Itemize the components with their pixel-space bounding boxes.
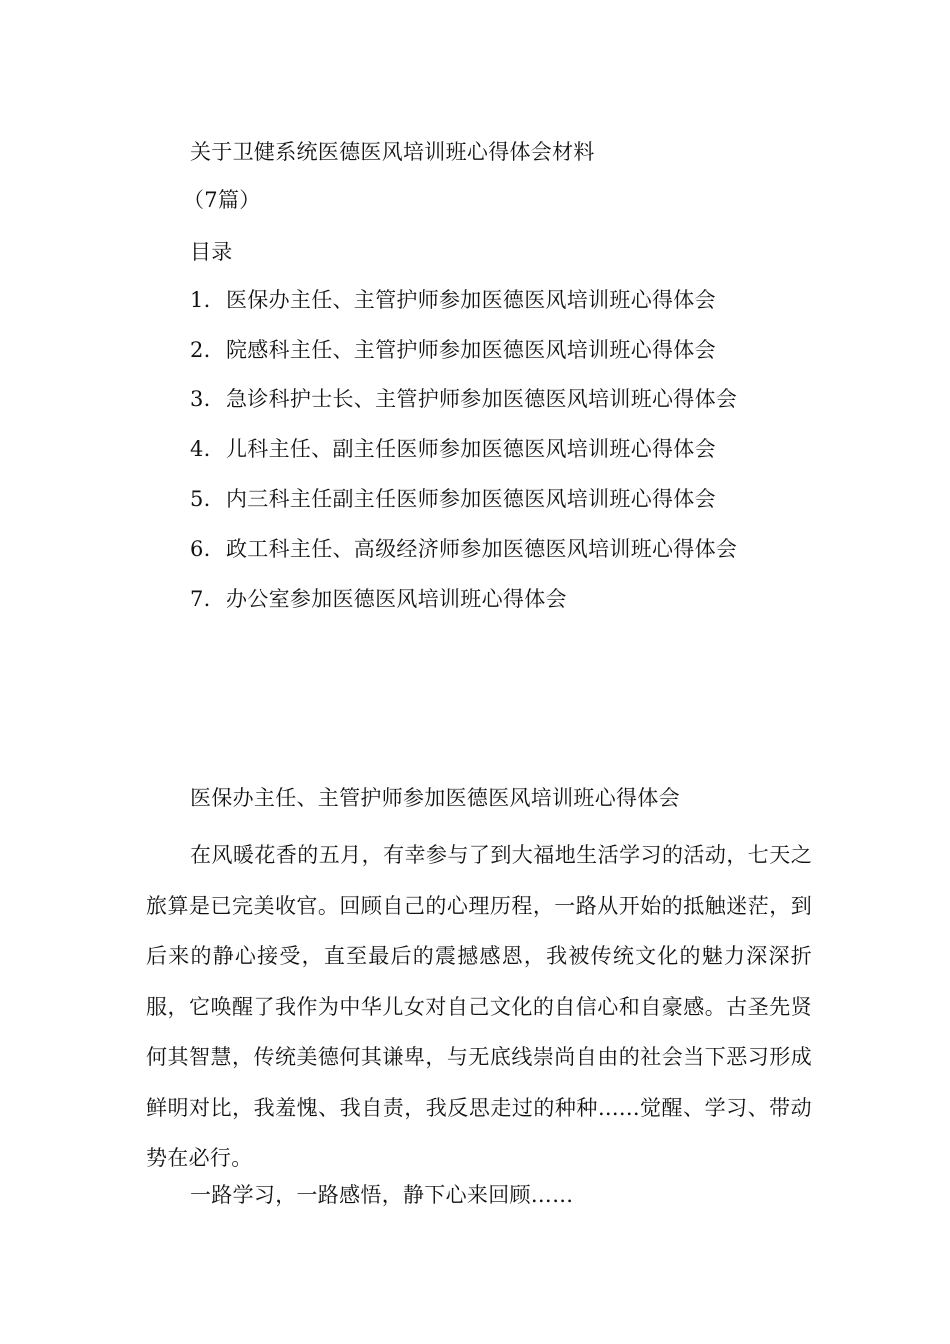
body-paragraph: 在风暖花香的五月，有幸参与了到大福地生活学习的活动，七天之旅算是已完美收官。回顾自己的心理历程，一路从开始的抵触迷茫，到后来的静心接受，直至最后的震撼感恩，我被传统文化的魅力深深折服，它唤醒了我作为中华儿女对自己文化的自信心和自豪感。古圣先贤何其智慧，传统美德何其谦卑，与无底线崇尚自由的社会当下恶习形成鲜明对比，我羞愧、我自责，我反思走过的种种......觉醒、学习、带动势在必行。 [146, 843, 812, 1170]
toc-item-number: 5. [190, 487, 211, 511]
toc-item-number: 6. [190, 537, 211, 561]
toc-item-number: 4. [190, 437, 211, 461]
toc-item [190, 584, 567, 614]
toc-item-text: 内三科主任副主任医师参加医德医风培训班心得体会 [226, 487, 716, 511]
toc-item-text: 儿科主任、副主任医师参加医德医风培训班心得体会 [226, 437, 716, 461]
toc-item [190, 335, 716, 365]
body-paragraph: 一路学习，一路感悟，静下心来回顾…… [190, 1183, 574, 1207]
toc-item-number: 2. [190, 338, 211, 362]
section-title: 医保办主任、主管护师参加医德医风培训班心得体会 [190, 786, 680, 810]
toc-item [190, 434, 716, 464]
toc-item-number: 3. [190, 387, 211, 411]
toc-item [190, 384, 737, 414]
toc-item [190, 285, 716, 315]
toc-item-number: 1. [190, 288, 211, 312]
toc-item-text: 办公室参加医德医风培训班心得体会 [226, 587, 567, 611]
document-title: 关于卫健系统医德医风培训班心得体会材料 [190, 140, 595, 164]
toc-item-text: 政工科主任、高级经济师参加医德医风培训班心得体会 [226, 537, 738, 561]
toc-item [190, 484, 716, 514]
toc-heading: 目录 [190, 240, 233, 264]
document-subtitle: （7篇） [183, 188, 261, 212]
toc-item-text: 医保办主任、主管护师参加医德医风培训班心得体会 [226, 288, 716, 312]
toc-item-text: 急诊科护士长、主管护师参加医德医风培训班心得体会 [226, 387, 738, 411]
toc-item-number: 7. [190, 587, 211, 611]
toc-item-text: 院感科主任、主管护师参加医德医风培训班心得体会 [226, 338, 716, 362]
toc-item [190, 534, 737, 564]
